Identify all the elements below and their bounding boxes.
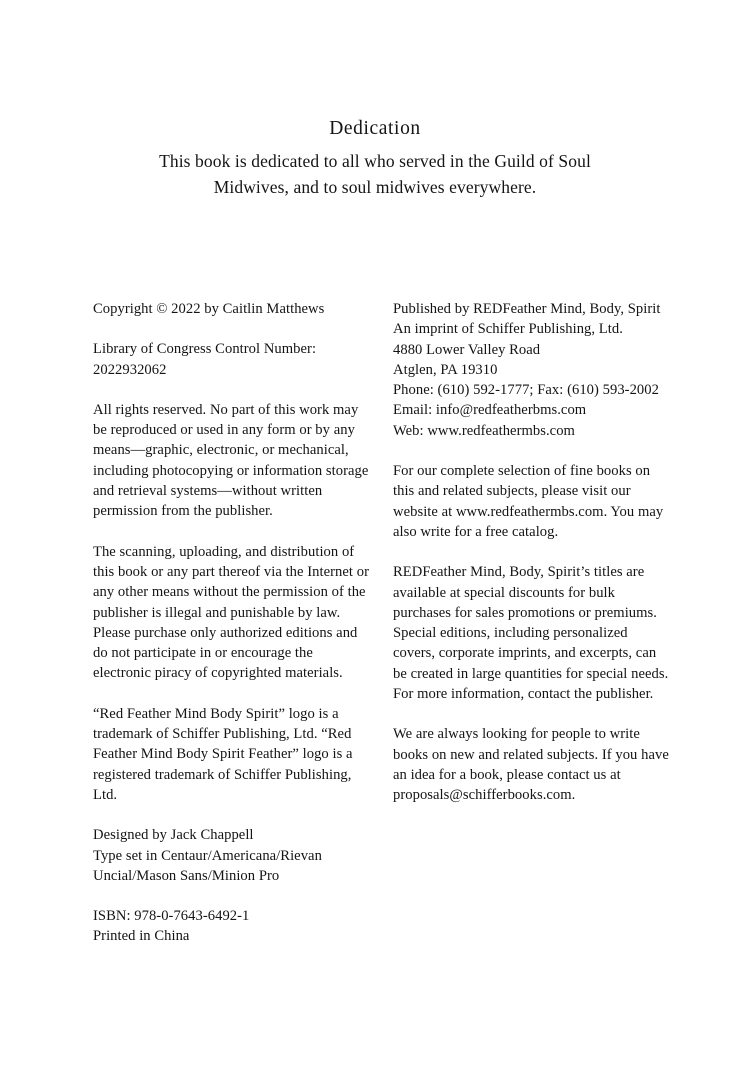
- submissions-notice: We are always looking for people to write books on new and related subjects. If you have an idea for a book, please contact us at proposals@schifferbooks.com.: [393, 726, 669, 804]
- dedication-title: Dedication: [329, 118, 421, 139]
- dedication-line-1: This book is dedicated to all who served in the Guild of Soul: [159, 151, 591, 171]
- isbn-number: ISBN: 978-0-7643-6492-1: [93, 908, 250, 925]
- colophon-columns: [93, 299, 676, 947]
- dedication-block: [0, 116, 750, 200]
- library-of-congress-block: [93, 339, 371, 380]
- designer-credit: Designed by Jack Chappell: [93, 827, 254, 844]
- typeset-credit-line-1: Type set in Centaur/Americana/Rievan: [93, 847, 322, 864]
- printed-in-statement: Printed in China: [93, 928, 190, 945]
- bulk-discount-notice: REDFeather Mind, Body, Spirit’s titles are available at special discounts for bulk purchases for sales promotions or premiums. Special editions, including personalized covers, corporate imprints, and excerpts, can be created in large quantities for special needs. For more information, contact the publisher.: [393, 564, 669, 703]
- copyright-notice: Copyright © 2022 by Caitlin Matthews: [93, 301, 325, 317]
- publisher-contact-block: [393, 299, 671, 441]
- piracy-notice: The scanning, uploading, and distribution of this book or any part thereof via the Internet or any other means without the permission of the publisher is illegal and punishable by law. Please purchase only authorized editions and do not participate in or encourage the electronic piracy of copyrighted materials.: [93, 543, 369, 682]
- colophon-left-column: [93, 299, 371, 947]
- publisher-name: Published by REDFeather Mind, Body, Spirit: [393, 301, 661, 317]
- publisher-address-street: 4880 Lower Valley Road: [393, 341, 541, 358]
- dedication-text: [115, 148, 635, 200]
- dedication-line-2: Midwives, and to soul midwives everywhere.: [213, 177, 537, 197]
- isbn-block: [93, 906, 371, 947]
- publisher-imprint: An imprint of Schiffer Publishing, Ltd.: [393, 321, 623, 338]
- colophon-right-column: [393, 299, 671, 806]
- publisher-website: Web: www.redfeathermbs.com: [393, 422, 575, 439]
- loc-label: Library of Congress Control Number:: [93, 341, 317, 358]
- catalog-notice: For our complete selection of fine books on this and related subjects, please visit our website at www.redfeathermbs.com. You may also write for a free catalog.: [393, 463, 664, 540]
- all-rights-reserved-notice: All rights reserved. No part of this work may be reproduced or used in any form or by any means—graphic, electronic, or mechanical, including photocopying or information storage and retrieval systems—without written permission from the publisher.: [93, 401, 369, 520]
- typeset-credit-line-2: Uncial/Mason Sans/Minion Pro: [93, 867, 280, 884]
- publisher-phone-fax: Phone: (610) 592-1777; Fax: (610) 593-2002: [393, 382, 659, 399]
- publisher-address-city: Atglen, PA 19310: [393, 361, 498, 378]
- loc-control-number: 2022932062: [93, 361, 167, 378]
- design-credits-block: [93, 825, 371, 886]
- trademark-notice: “Red Feather Mind Body Spirit” logo is a trademark of Schiffer Publishing, Ltd. “Red Feather Mind Body Spirit Feather” logo is a registered trademark of Schiffer Publishing, Ltd.: [93, 705, 353, 803]
- publisher-email: Email: info@redfeatherbms.com: [393, 402, 587, 419]
